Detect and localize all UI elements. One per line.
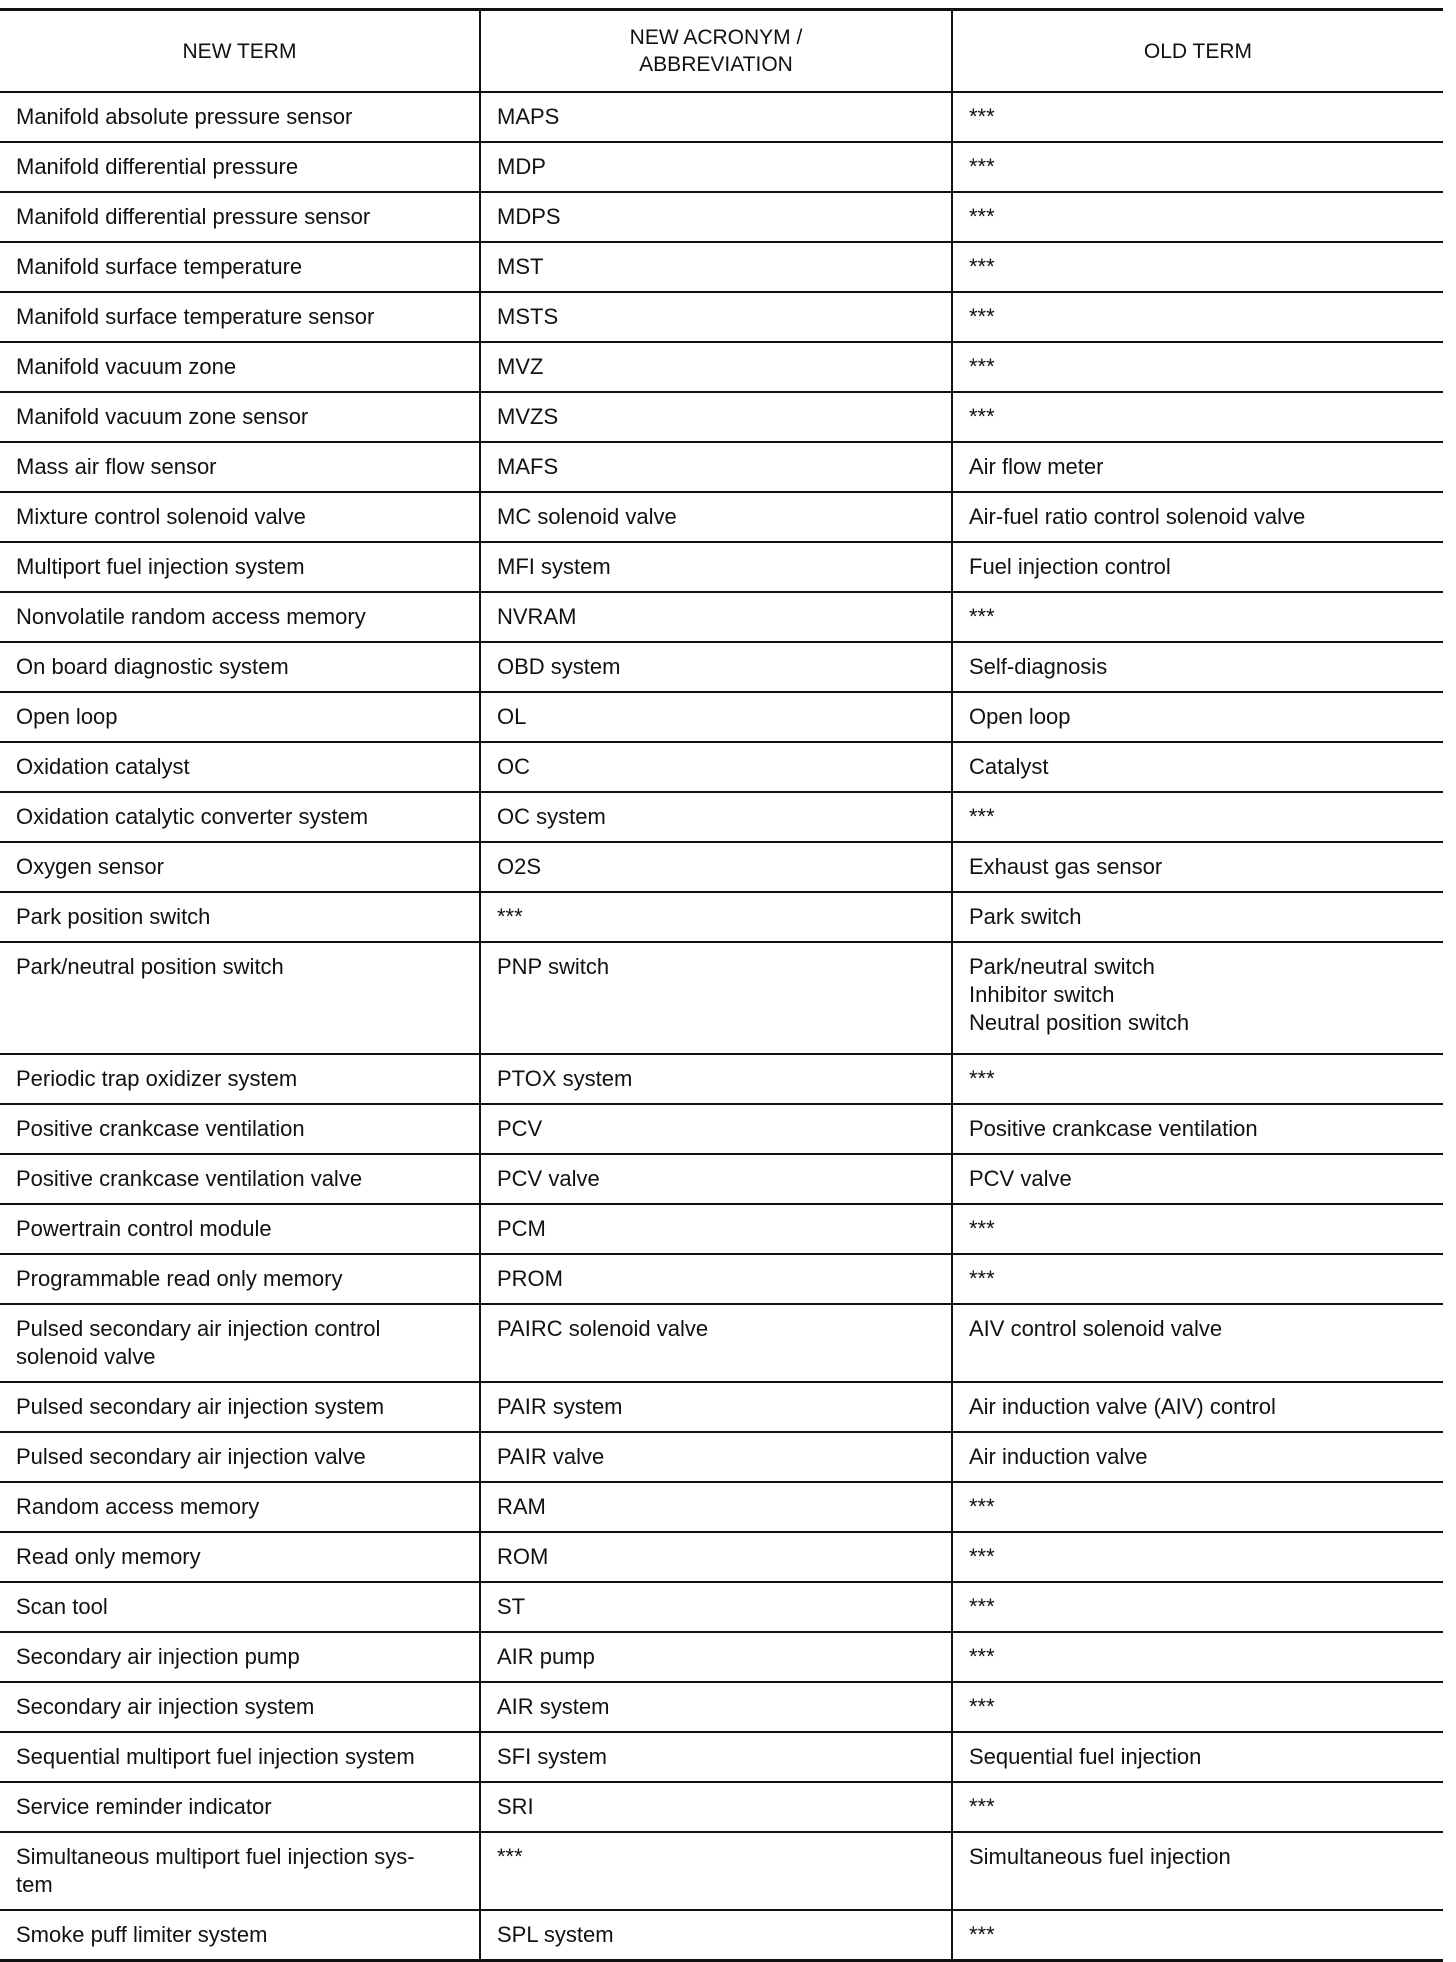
new-term-cell: Scan tool	[0, 1582, 480, 1632]
old-term-cell: Exhaust gas sensor	[952, 842, 1443, 892]
acronym-cell: MDP	[480, 142, 952, 192]
old-term-cell: Air induction valve (AIV) control	[952, 1382, 1443, 1432]
old-term-cell: Fuel injection control	[952, 542, 1443, 592]
new-term-cell: Secondary air injection system	[0, 1682, 480, 1732]
old-term-cell: ***	[952, 192, 1443, 242]
table-row	[0, 1254, 1443, 1304]
new-term-cell: Positive crankcase ventilation	[0, 1104, 480, 1154]
table-row	[0, 1432, 1443, 1482]
new-term-cell: Park/neutral position switch	[0, 942, 480, 1054]
old-term-cell: ***	[952, 1682, 1443, 1732]
acronym-cell: MAFS	[480, 442, 952, 492]
old-term-cell: ***	[952, 292, 1443, 342]
old-term-cell: PCV valve	[952, 1154, 1443, 1204]
table-row	[0, 1532, 1443, 1582]
old-term-cell: ***	[952, 1204, 1443, 1254]
table-row	[0, 692, 1443, 742]
table-row	[0, 1782, 1443, 1832]
new-term-cell: Simultaneous multiport fuel injection sys- tem	[0, 1832, 480, 1910]
header-row	[0, 10, 1443, 93]
acronym-cell: SFI system	[480, 1732, 952, 1782]
acronym-cell: MC solenoid valve	[480, 492, 952, 542]
new-term-cell: Periodic trap oxidizer system	[0, 1054, 480, 1104]
acronym-cell: PAIR valve	[480, 1432, 952, 1482]
acronym-cell: ***	[480, 1832, 952, 1910]
new-term-cell: Multiport fuel injection system	[0, 542, 480, 592]
acronym-cell: PAIR system	[480, 1382, 952, 1432]
new-term-cell: Pulsed secondary air injection control solenoid valve	[0, 1304, 480, 1382]
acronym-cell: PNP switch	[480, 942, 952, 1054]
table-row	[0, 1154, 1443, 1204]
old-term-cell: ***	[952, 242, 1443, 292]
table-row	[0, 842, 1443, 892]
table-row	[0, 1582, 1443, 1632]
table-row	[0, 642, 1443, 692]
new-term-cell: Open loop	[0, 692, 480, 742]
header-new-acronym: NEW ACRONYM / ABBREVIATION	[480, 10, 952, 93]
new-term-cell: Manifold differential pressure	[0, 142, 480, 192]
old-term-cell: Open loop	[952, 692, 1443, 742]
new-term-cell: Programmable read only memory	[0, 1254, 480, 1304]
table-row	[0, 1732, 1443, 1782]
old-term-cell: Sequential fuel injection	[952, 1732, 1443, 1782]
acronym-cell: MSTS	[480, 292, 952, 342]
acronym-cell: NVRAM	[480, 592, 952, 642]
table-row	[0, 292, 1443, 342]
table-row	[0, 1632, 1443, 1682]
acronym-cell: MVZ	[480, 342, 952, 392]
new-term-cell: Mixture control solenoid valve	[0, 492, 480, 542]
acronym-cell: ***	[480, 892, 952, 942]
new-term-cell: Pulsed secondary air injection system	[0, 1382, 480, 1432]
old-term-cell: ***	[952, 792, 1443, 842]
old-term-cell: ***	[952, 1632, 1443, 1682]
table-row	[0, 192, 1443, 242]
new-term-cell: Positive crankcase ventilation valve	[0, 1154, 480, 1204]
new-term-cell: Pulsed secondary air injection valve	[0, 1432, 480, 1482]
acronym-cell: MAPS	[480, 92, 952, 142]
table-row	[0, 1104, 1443, 1154]
new-term-cell: Secondary air injection pump	[0, 1632, 480, 1682]
old-term-cell: ***	[952, 1532, 1443, 1582]
table-row	[0, 442, 1443, 492]
new-term-cell: Sequential multiport fuel injection system	[0, 1732, 480, 1782]
new-term-cell: Oxygen sensor	[0, 842, 480, 892]
acronym-cell: OC	[480, 742, 952, 792]
old-term-cell: Catalyst	[952, 742, 1443, 792]
old-term-cell: Park/neutral switch Inhibitor switch Neutral position switch	[952, 942, 1443, 1054]
new-term-cell: Mass air flow sensor	[0, 442, 480, 492]
old-term-cell: Simultaneous fuel injection	[952, 1832, 1443, 1910]
table-row	[0, 92, 1443, 142]
acronym-cell: MDPS	[480, 192, 952, 242]
table-row	[0, 742, 1443, 792]
new-term-cell: Manifold surface temperature sensor	[0, 292, 480, 342]
header-new-term: NEW TERM	[0, 10, 480, 93]
acronym-cell: ST	[480, 1582, 952, 1632]
table-row	[0, 1832, 1443, 1910]
acronym-cell: MST	[480, 242, 952, 292]
acronym-cell: MFI system	[480, 542, 952, 592]
new-term-cell: On board diagnostic system	[0, 642, 480, 692]
table-row	[0, 942, 1443, 1054]
table-row	[0, 342, 1443, 392]
new-term-cell: Smoke puff limiter system	[0, 1910, 480, 1961]
new-term-cell: Powertrain control module	[0, 1204, 480, 1254]
old-term-cell: Self-diagnosis	[952, 642, 1443, 692]
old-term-cell: AIV control solenoid valve	[952, 1304, 1443, 1382]
old-term-cell: ***	[952, 1910, 1443, 1961]
acronym-cell: AIR pump	[480, 1632, 952, 1682]
header-old-term: OLD TERM	[952, 10, 1443, 93]
new-term-cell: Nonvolatile random access memory	[0, 592, 480, 642]
old-term-cell: Air induction valve	[952, 1432, 1443, 1482]
old-term-cell: ***	[952, 342, 1443, 392]
acronym-cell: ROM	[480, 1532, 952, 1582]
table-row	[0, 1910, 1443, 1961]
table-row	[0, 542, 1443, 592]
acronym-cell: O2S	[480, 842, 952, 892]
terminology-table	[0, 8, 1443, 1962]
table-row	[0, 592, 1443, 642]
acronym-cell: RAM	[480, 1482, 952, 1532]
new-term-cell: Manifold surface temperature	[0, 242, 480, 292]
new-term-cell: Manifold vacuum zone sensor	[0, 392, 480, 442]
new-term-cell: Service reminder indicator	[0, 1782, 480, 1832]
old-term-cell: ***	[952, 392, 1443, 442]
acronym-cell: OC system	[480, 792, 952, 842]
new-term-cell: Manifold absolute pressure sensor	[0, 92, 480, 142]
table-row	[0, 892, 1443, 942]
acronym-cell: SRI	[480, 1782, 952, 1832]
old-term-cell: ***	[952, 1054, 1443, 1104]
old-term-cell: ***	[952, 92, 1443, 142]
new-term-cell: Oxidation catalytic converter system	[0, 792, 480, 842]
acronym-cell: AIR system	[480, 1682, 952, 1732]
acronym-cell: OBD system	[480, 642, 952, 692]
acronym-cell: OL	[480, 692, 952, 742]
table-row	[0, 1382, 1443, 1432]
new-term-cell: Random access memory	[0, 1482, 480, 1532]
table-row	[0, 1204, 1443, 1254]
table-row	[0, 1054, 1443, 1104]
table-row	[0, 792, 1443, 842]
old-term-cell: ***	[952, 1254, 1443, 1304]
old-term-cell: Park switch	[952, 892, 1443, 942]
table-row	[0, 1304, 1443, 1382]
new-term-cell: Park position switch	[0, 892, 480, 942]
acronym-cell: SPL system	[480, 1910, 952, 1961]
acronym-cell: PTOX system	[480, 1054, 952, 1104]
old-term-cell: ***	[952, 142, 1443, 192]
acronym-cell: PCV valve	[480, 1154, 952, 1204]
old-term-cell: Air flow meter	[952, 442, 1443, 492]
table-row	[0, 1482, 1443, 1532]
new-term-cell: Manifold vacuum zone	[0, 342, 480, 392]
new-term-cell: Manifold differential pressure sensor	[0, 192, 480, 242]
old-term-cell: ***	[952, 1782, 1443, 1832]
acronym-cell: PCV	[480, 1104, 952, 1154]
acronym-cell: PROM	[480, 1254, 952, 1304]
acronym-cell: PAIRC solenoid valve	[480, 1304, 952, 1382]
old-term-cell: Air-fuel ratio control solenoid valve	[952, 492, 1443, 542]
acronym-cell: MVZS	[480, 392, 952, 442]
table-body	[0, 92, 1443, 1961]
old-term-cell: ***	[952, 1482, 1443, 1532]
old-term-cell: Positive crankcase ventilation	[952, 1104, 1443, 1154]
table-row	[0, 492, 1443, 542]
old-term-cell: ***	[952, 592, 1443, 642]
table-row	[0, 242, 1443, 292]
table-row	[0, 392, 1443, 442]
new-term-cell: Oxidation catalyst	[0, 742, 480, 792]
table-row	[0, 142, 1443, 192]
acronym-cell: PCM	[480, 1204, 952, 1254]
new-term-cell: Read only memory	[0, 1532, 480, 1582]
table-row	[0, 1682, 1443, 1732]
old-term-cell: ***	[952, 1582, 1443, 1632]
